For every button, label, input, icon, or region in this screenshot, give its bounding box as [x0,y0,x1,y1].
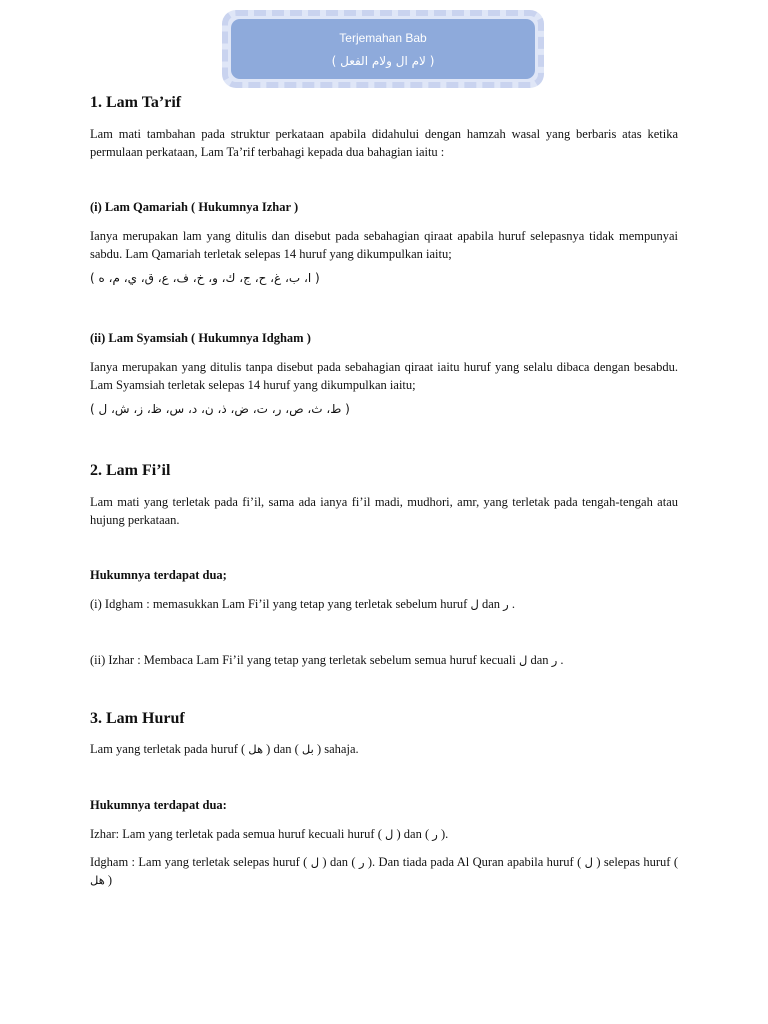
qamariah-letters: ( ا، ب، غ، ح، ج، ك، و، خ، ف، ع، ق، ي، م، ه ) [90,271,320,285]
rule-huruf-izhar [90,825,678,843]
rule-text: ). Dan tiada pada Al Quran apabila huruf ( [364,855,585,869]
title-banner [222,10,544,88]
arabic-letter-ra: ر [503,597,509,611]
intro-text: Lam yang terletak pada huruf ( [90,742,249,756]
subheading-huruf-rules: Hukumnya terdapat dua: [90,798,227,812]
rule-text: ). [437,827,449,841]
banner-title: Terjemahan Bab [339,30,427,45]
arabic-letter-lam: ل [584,855,593,869]
arabic-letter-ra: ر [358,855,365,869]
paragraph-lam-syamsiah: Ianya merupakan yang ditulis tanpa disebut pada sebahagian qiraat iaitu huruf yang selalu dibaca dengan besabdu. Lam Syamsiah terletak selepas 14 huruf yang dikumpulkan iaitu; [90,360,678,392]
rule-text: ) dan ( [393,827,433,841]
arabic-word-hal: هل [248,742,264,756]
banner-subtitle: ( لام ال ولام الفعل ) [331,53,435,68]
syamsiah-letters: ( ط، ث، ص، ر، ت، ض، ذ، ن، د، س، ظ، ز، ش، ل ) [90,402,350,416]
rule-text: ) dan ( [319,855,359,869]
rule-text: dan [478,597,504,611]
subheading-lam-syamsiah: (ii) Lam Syamsiah ( Hukumnya Idgham ) [90,331,311,345]
intro-text: ) dan ( [263,742,302,756]
arabic-letter-lam: ل [385,827,394,841]
arabic-word-bal: بل [301,742,314,756]
rule-text: (i) Idgham : memasukkan Lam Fi’il yang tetap yang terletak sebelum huruf [90,597,471,611]
paragraph-lam-tarif-intro: Lam mati tambahan pada struktur perkataan apabila didahului dengan hamzah wasal yang berbaris atas ketika permulaan perkataan, Lam Ta’rif terbahagi kepada dua bahagian iaitu : [90,127,678,159]
section-heading-lam-huruf: 3. Lam Huruf [90,710,185,727]
paragraph-lam-fiil-intro: Lam mati yang terletak pada fi’il, sama ada ianya fi’il madi, mudhori, amr, yang terletak pada tengah-tengah atau hujung perkataan. [90,495,678,527]
rule-fiil-idgham [90,595,678,613]
rule-text: (ii) Izhar : Membaca Lam Fi’il yang tetap yang terletak sebelum semua huruf kecuali [90,653,520,667]
rule-text: Izhar: Lam yang terletak pada semua huruf kecuali huruf ( [90,827,386,841]
paragraph-lam-huruf-intro [90,740,678,758]
intro-text: ) sahaja. [313,742,359,756]
arabic-word-hal: هل [90,873,105,887]
subheading-lam-qamariah: (i) Lam Qamariah ( Hukumnya Izhar ) [90,200,299,214]
section-heading-lam-fiil: 2. Lam Fi’il [90,462,171,479]
rule-text: ) [104,873,113,887]
subheading-fiil-rules: Hukumnya terdapat dua; [90,568,227,582]
rule-text: . [508,597,515,611]
arabic-letter-lam: ل [519,653,528,667]
rule-text: dan [527,653,552,667]
rule-text: ) selepas huruf ( [593,855,679,869]
arabic-letter-lam: ل [470,597,479,611]
arabic-letter-ra: ر [551,653,558,667]
arabic-letter-ra: ر [432,827,438,841]
paragraph-lam-qamariah: Ianya merupakan lam yang ditulis dan disebut pada sebahagian qiraat apabila huruf selepasnya tidak mempunyai sabdu. Lam Qamariah terletak selepas 14 huruf yang dikumpulkan iaitu; [90,229,678,261]
rule-fiil-izhar [90,651,678,669]
rule-text: . [557,653,564,667]
rule-text: Idgham : Lam yang terletak selepas huruf ( [90,855,311,869]
rule-huruf-idgham [90,853,678,889]
arabic-letter-lam: ل [310,855,320,869]
title-banner-inner [231,19,535,79]
section-heading-lam-tarif: 1. Lam Ta’rif [90,94,182,111]
